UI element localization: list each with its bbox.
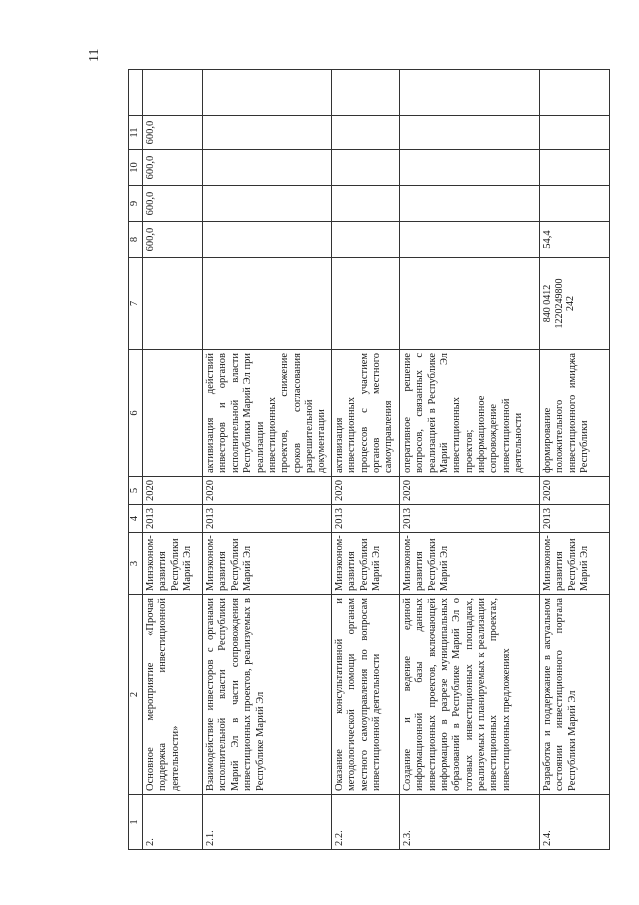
value-col-10: 600,0 <box>143 150 203 186</box>
empty-cell <box>203 70 332 116</box>
budget-code <box>539 258 609 350</box>
start-year: 2013 <box>203 505 332 533</box>
start-year: 2013 <box>331 505 399 533</box>
executor: Минэконом-развития Республики Марий Эл <box>539 533 609 595</box>
budget-code <box>203 258 332 350</box>
event-name: Разработка и поддержание в актуальном состоянии инвестиционного портала Республики Марий Эл <box>539 595 609 795</box>
executor: Минэконом-развития Республики Марий Эл <box>143 533 203 595</box>
program-events-table <box>128 69 610 850</box>
value-col-10 <box>399 150 539 186</box>
event-name: Оказание консультативной и методологической помощи органам местного самоуправления по вопросам инвестиционной деятельности <box>331 595 399 795</box>
empty-cell <box>143 70 203 116</box>
col-header-8: 8 <box>129 222 143 258</box>
value-col-8 <box>203 222 332 258</box>
value-col-11 <box>539 116 609 150</box>
table-row <box>331 70 399 850</box>
value-col-11: 600,0 <box>143 116 203 150</box>
value-col-11 <box>203 116 332 150</box>
rotated-table-container <box>128 70 639 850</box>
executor: Минэконом-развития Республики Марий Эл <box>203 533 332 595</box>
table-row <box>539 70 609 850</box>
budget-code-line: 840 0412 <box>541 284 553 323</box>
budget-code <box>399 258 539 350</box>
col-header-11: 11 <box>129 116 143 150</box>
expected-result: формирование положительного инвестиционного имиджа Республики <box>539 350 609 477</box>
row-number: 2. <box>143 795 203 850</box>
end-year: 2020 <box>399 477 539 505</box>
budget-code-line: 242 <box>565 296 577 311</box>
value-col-10 <box>331 150 399 186</box>
expected-result: активизация инвестиционных процессов с участием органов местного самоуправления <box>331 350 399 477</box>
value-col-8 <box>331 222 399 258</box>
header-row <box>129 70 143 850</box>
value-col-9 <box>399 186 539 222</box>
row-number: 2.2. <box>331 795 399 850</box>
row-number: 2.3. <box>399 795 539 850</box>
col-header-4: 4 <box>129 505 143 533</box>
value-col-9: 600,0 <box>143 186 203 222</box>
value-col-8: 54,4 <box>539 222 609 258</box>
end-year: 2020 <box>143 477 203 505</box>
budget-code-line: 1220249800 <box>553 278 565 329</box>
end-year: 2020 <box>331 477 399 505</box>
event-name: Взаимодействие инвесторов с органами исполнительной власти Республики Марий Эл в части сопровождения инвестиционных проектов, реализуемых в Республике Марий Эл <box>203 595 332 795</box>
empty-cell <box>331 70 399 116</box>
col-header-blank <box>129 70 143 116</box>
table-row <box>203 70 332 850</box>
budget-code <box>331 258 399 350</box>
row-number: 2.1. <box>203 795 332 850</box>
value-col-10 <box>539 150 609 186</box>
value-col-10 <box>203 150 332 186</box>
value-col-11 <box>399 116 539 150</box>
table-row <box>143 70 203 850</box>
col-header-9: 9 <box>129 186 143 222</box>
page-number: 11 <box>87 48 102 62</box>
end-year: 2020 <box>203 477 332 505</box>
table-row <box>399 70 539 850</box>
empty-cell <box>399 70 539 116</box>
col-header-10: 10 <box>129 150 143 186</box>
row-number: 2.4. <box>539 795 609 850</box>
value-col-9 <box>331 186 399 222</box>
budget-code <box>143 258 203 350</box>
value-col-11 <box>331 116 399 150</box>
col-header-1: 1 <box>129 795 143 850</box>
expected-result <box>143 350 203 477</box>
executor: Минэконом-развития Республики Марий Эл <box>399 533 539 595</box>
value-col-9 <box>203 186 332 222</box>
start-year: 2013 <box>143 505 203 533</box>
expected-result: активизация действий инвесторов и органов исполнительной власти Республики Марий Эл при реализации инвестиционных проектов, снижение сроков согласования разрешительной документации <box>203 350 332 477</box>
value-col-9 <box>539 186 609 222</box>
start-year: 2013 <box>399 505 539 533</box>
col-header-5: 5 <box>129 477 143 505</box>
end-year: 2020 <box>539 477 609 505</box>
col-header-3: 3 <box>129 533 143 595</box>
value-col-8: 600,0 <box>143 222 203 258</box>
event-name: Создание и ведение единой информационной базы данных инвестиционных проектов, включающей информацию в разрезе муниципальных образований в Республике Марий Эл о готовых инвестиционных площадках, реализуемых и планируемых к реализации инвестиционных проектах, инвестиционных предложениях <box>399 595 539 795</box>
empty-cell <box>539 70 609 116</box>
col-header-7: 7 <box>129 258 143 350</box>
event-name: Основное мероприятие «Прочая поддержка инвестиционной деятельности» <box>143 595 203 795</box>
start-year: 2013 <box>539 505 609 533</box>
col-header-6: 6 <box>129 350 143 477</box>
expected-result: оперативное решение вопросов, связанных с реализацией в Республике Марий Эл инвестиционных проектов; информационное сопровождение инвестиционной деятельности <box>399 350 539 477</box>
value-col-8 <box>399 222 539 258</box>
col-header-2: 2 <box>129 595 143 795</box>
executor: Минэконом-развития Республики Марий Эл <box>331 533 399 595</box>
